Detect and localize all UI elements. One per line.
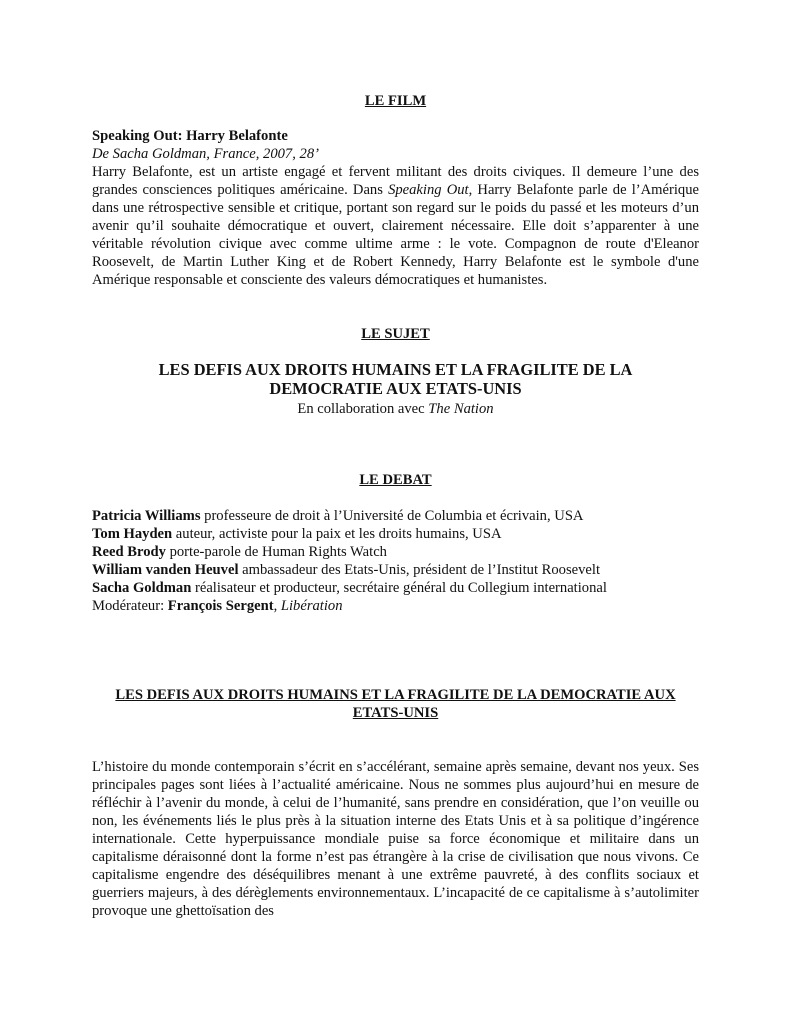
film-credits-text: De Sacha Goldman, France, 2007, 28’ — [92, 146, 319, 162]
film-desc-part2: , Harry Belafonte parle de l’Amérique dans une rétrospective sensible et critique, portant son regard sur le poids du passé et les moteurs d’un avenir qu’il souhaite démocratique et ouvert, clairement nécessaire. Elle doit s’apparenter à une véritable révolution civique avec comme ultime arme : le vote. Compagnon de route d'Eleanor Roosevelt, de Martin Luther King et de Robert Kennedy, Harry Belafonte est le symbole d'une Amérique responsable et consciente des valeurs démocratiques et humanistes. — [92, 182, 699, 288]
panelist-name: Tom Hayden — [92, 526, 173, 542]
moderator-separator: , — [273, 598, 281, 614]
essay-heading-line1: LES DEFIS AUX DROITS HUMAINS ET LA FRAGILITE DE LA DEMOCRATIE AUX — [115, 687, 676, 703]
panelist-role: ambassadeur des Etats-Unis, président de l’Institut Roosevelt — [238, 562, 601, 578]
film-title — [92, 127, 699, 145]
panelist-row — [92, 525, 699, 543]
panelist-role: professeure de droit à l’Université de Columbia et écrivain, USA — [200, 508, 584, 524]
panelist-role: auteur, activiste pour la paix et les droits humains, USA — [172, 526, 502, 542]
moderator-name: François Sergent — [167, 598, 274, 614]
sujet-title-line1: LES DEFIS AUX DROITS HUMAINS ET LA FRAGILITE DE LA — [158, 360, 633, 379]
panelist-name: Patricia Williams — [92, 508, 201, 524]
panelist-row — [92, 543, 699, 561]
panelist-role: réalisateur et producteur, secrétaire général du Collegium international — [191, 580, 607, 596]
sujet-title-line2: DEMOCRATIE AUX ETATS-UNIS — [269, 379, 522, 398]
debat-heading: LE DEBAT — [359, 472, 432, 488]
essay-heading-line2: ETATS-UNIS — [352, 705, 439, 721]
film-credits — [92, 145, 699, 163]
panelist-row — [92, 507, 699, 525]
moderator-prefix: Modérateur: — [92, 598, 168, 614]
panelist-role: porte-parole de Human Rights Watch — [165, 544, 387, 560]
panelist-name: William vanden Heuvel — [92, 562, 239, 578]
collab-partner: The Nation — [428, 401, 494, 417]
panelist-name: Sacha Goldman — [92, 580, 192, 596]
panelist-row — [92, 561, 699, 579]
film-desc-italic: Speaking Out — [388, 182, 469, 198]
panelist-list — [92, 507, 699, 615]
film-description — [92, 163, 699, 289]
essay-body: L’histoire du monde contemporain s’écrit en s’accélérant, semaine après semaine, devant nos yeux. Ses principales pages sont liées à l’actualité américaine. Nous ne sommes plus aujourd’hui en mesure de réfléchir à l’avenir du monde, à celui de l’humanité, sans prendre en considération, que l’on veuille ou non, les événements liés le plus près à la situation interne des Etats Unis et à sa politique d’ingérence internationale. Cette hyperpuissance mondiale puise sa force économique et militaire dans un capitalisme déraisonné dont la forme n’est pas étrangère à la crise de civilisation que nous vivons. Ce capitalisme engendre des déséquilibres menant à une extrême pauvreté, à des conflits sociaux et guerriers majeurs, à des dérèglements environnementaux. L’incapacité de ce capitalisme à s’autolimiter provoque une ghettoïsation des — [92, 759, 699, 919]
panelist-name: Reed Brody — [92, 544, 166, 560]
film-heading: LE FILM — [364, 93, 427, 109]
moderator-outlet: Libération — [280, 598, 343, 614]
collab-prefix: En collaboration avec — [297, 401, 429, 417]
film-desc-part1: Harry Belafonte, est un artiste engagé et fervent militant des droits civiques. Il demeure l’une des grandes consciences politiques américaine. Dans — [92, 164, 699, 198]
film-title-text: Speaking Out: Harry Belafonte — [92, 128, 288, 144]
sujet-heading: LE SUJET — [361, 326, 430, 342]
moderator-row — [92, 597, 699, 615]
sujet-collaboration — [92, 400, 699, 418]
panelist-row — [92, 579, 699, 597]
